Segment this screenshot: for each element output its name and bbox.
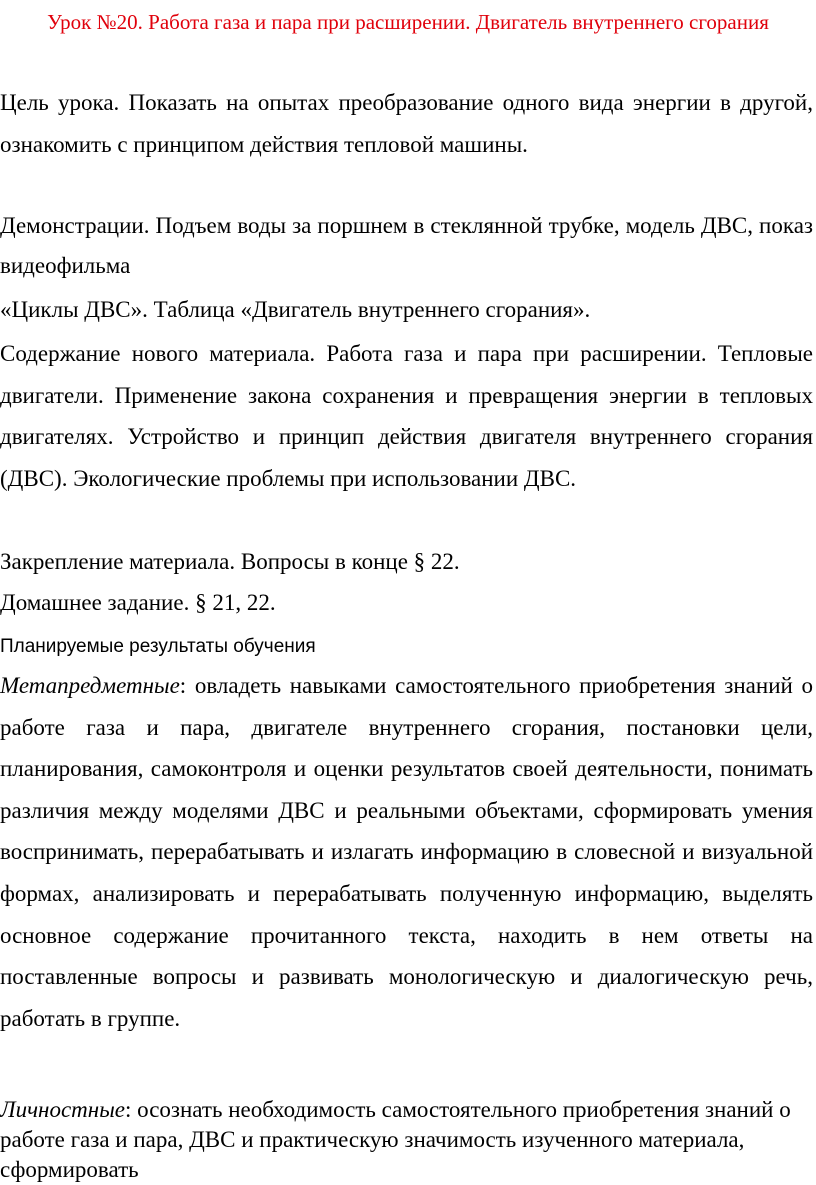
personal-results-text: : осознать необходимость самостоятельного приобретения знаний о работе газа и пара, ДВС и практическую значимость изученного материала, сформировать bbox=[0, 1097, 791, 1182]
personal-results bbox=[0, 1095, 813, 1185]
meta-results bbox=[0, 665, 813, 1039]
lesson-goal: Цель урока. Показать на опытах преобразование одного вида энергии в другой, ознакомить с принципом действия тепловой машины. bbox=[0, 90, 813, 157]
new-material-content: Содержание нового материала. Работа газа и пара при расширении. Тепловые двигатели. Применение закона сохранения и превращения энергии в тепловых двигателях. Устройство и принцип действия двигателя внутреннего сгорания (ДВС). Экологические проблемы при использовании ДВС. bbox=[0, 341, 813, 491]
demonstrations-continued: «Циклы ДВС». Таблица «Двигатель внутреннего сгорания». bbox=[0, 297, 591, 322]
lesson-title: Урок №20. Работа газа и пара при расширении. Двигатель внутреннего сгорания bbox=[47, 10, 769, 34]
personal-results-label: Личностные bbox=[0, 1097, 125, 1122]
reinforcement: Закрепление материала. Вопросы в конце § 22. bbox=[0, 549, 460, 574]
demonstrations: Демонстрации. Подъем воды за поршнем в стеклянной трубке, модель ДВС, показ видеофильма bbox=[0, 213, 813, 278]
results-heading: Планируемые результаты обучения bbox=[0, 636, 316, 657]
homework: Домашнее задание. § 21, 22. bbox=[0, 590, 276, 615]
meta-results-label: Метапредметные bbox=[0, 673, 180, 698]
meta-results-text: : овладеть навыками самостоятельного приобретения знаний о работе газа и пара, двигателе внутреннего сгорания, постановки цели, планирования, самоконтроля и оценки результатов своей деятельности, понимать различия между моделями ДВС и реальными объектами, сформировать умения воспринимать, перерабатывать и излагать информацию в словесной и визуальной формах, анализировать и перерабатывать полученную информацию, выделять основное содержание прочитанного текста, находить в нем ответы на поставленные вопросы и развивать монологическую и диалогическую речь, работать в группе. bbox=[0, 673, 813, 1031]
